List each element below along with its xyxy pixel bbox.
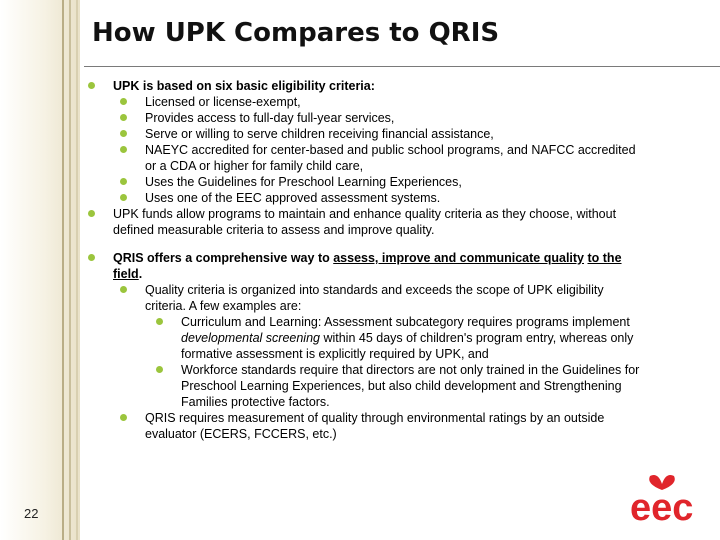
bullet-upk-funds xyxy=(88,206,648,238)
bullet-dot-icon xyxy=(120,146,127,153)
bullet-criteria xyxy=(88,110,648,126)
slide-body xyxy=(88,78,648,442)
criteria-text: Serve or willing to serve children receiving financial assistance, xyxy=(145,127,494,141)
qris-intro-underlined: assess, improve and communicate quality xyxy=(333,251,585,265)
upk-intro-text: UPK is based on six basic eligibility criteria: xyxy=(113,79,375,93)
bullet-upk-intro xyxy=(88,78,648,94)
bullet-criteria xyxy=(88,94,648,110)
sidebar-stripe xyxy=(62,0,64,540)
page-number: 22 xyxy=(24,506,39,521)
bullet-dot-icon xyxy=(156,366,163,373)
bullet-dot-icon xyxy=(120,414,127,421)
criteria-text: Provides access to full-day full-year services, xyxy=(145,111,395,125)
bullet-dot-icon xyxy=(88,254,95,261)
logo-text: eec xyxy=(630,487,694,529)
criteria-text: NAEYC accredited for center-based and public school programs, and NAFCC accredited or a CDA or higher for family child care, xyxy=(145,143,636,173)
bullet-qris-measure xyxy=(88,410,648,442)
slide-title: How UPK Compares to QRIS xyxy=(92,18,500,48)
bullet-dot-icon xyxy=(120,130,127,137)
bullet-dot-icon xyxy=(120,286,127,293)
criteria-text: Uses the Guidelines for Preschool Learning Experiences, xyxy=(145,175,462,189)
qris-measure-text: QRIS requires measurement of quality through environmental ratings by an outside evaluator (ECERS, FCCERS, etc.) xyxy=(145,411,605,441)
bullet-dot-icon xyxy=(120,178,127,185)
qris-intro-text: QRIS offers a comprehensive way to xyxy=(113,251,334,265)
bullet-qris-quality xyxy=(88,282,648,314)
sidebar-stripe xyxy=(69,0,71,540)
upk-funds-text: UPK funds allow programs to maintain and enhance quality criteria as they choose, without defined measurable criteria to assess and improve quality. xyxy=(113,207,617,237)
example-emphasis: developmental screening xyxy=(181,331,320,345)
bullet-dot-icon xyxy=(156,318,163,325)
example-text: within 45 days of children's program entry, whereas only formative assessment is explicitly required by UPK, and xyxy=(181,331,634,361)
bullet-dot-icon xyxy=(120,114,127,121)
bullet-dot-icon xyxy=(120,194,127,201)
qris-intro-text: . xyxy=(138,267,143,281)
bullet-criteria xyxy=(88,126,648,142)
decorative-sidebar xyxy=(0,0,80,540)
criteria-text: Licensed or license-exempt, xyxy=(145,95,301,109)
bullet-criteria xyxy=(88,190,648,206)
bullet-qris-intro xyxy=(88,250,648,282)
bullet-criteria xyxy=(88,174,648,190)
qris-quality-text: Quality criteria is organized into standards and exceeds the scope of UPK eligibility criteria. A few examples are: xyxy=(145,283,604,313)
title-underline xyxy=(84,66,720,67)
criteria-text: Uses one of the EEC approved assessment systems. xyxy=(145,191,441,205)
qris-intro-underlined: to the field xyxy=(113,251,622,281)
bullet-dot-icon xyxy=(88,210,95,217)
bullet-qris-example xyxy=(88,314,648,362)
example-text: Workforce standards require that directors are not only trained in the Guidelines for Preschool Learning Experiences, but also child development and Strengthening Families protective factors. xyxy=(181,363,640,409)
bullet-criteria xyxy=(88,142,648,174)
eec-logo xyxy=(628,470,712,532)
example-text: Curriculum and Learning: Assessment subcategory requires programs implement xyxy=(181,315,630,329)
sidebar-stripe xyxy=(76,0,78,540)
bullet-dot-icon xyxy=(88,82,95,89)
bullet-dot-icon xyxy=(120,98,127,105)
bullet-qris-example xyxy=(88,362,648,410)
spacer xyxy=(88,238,648,250)
